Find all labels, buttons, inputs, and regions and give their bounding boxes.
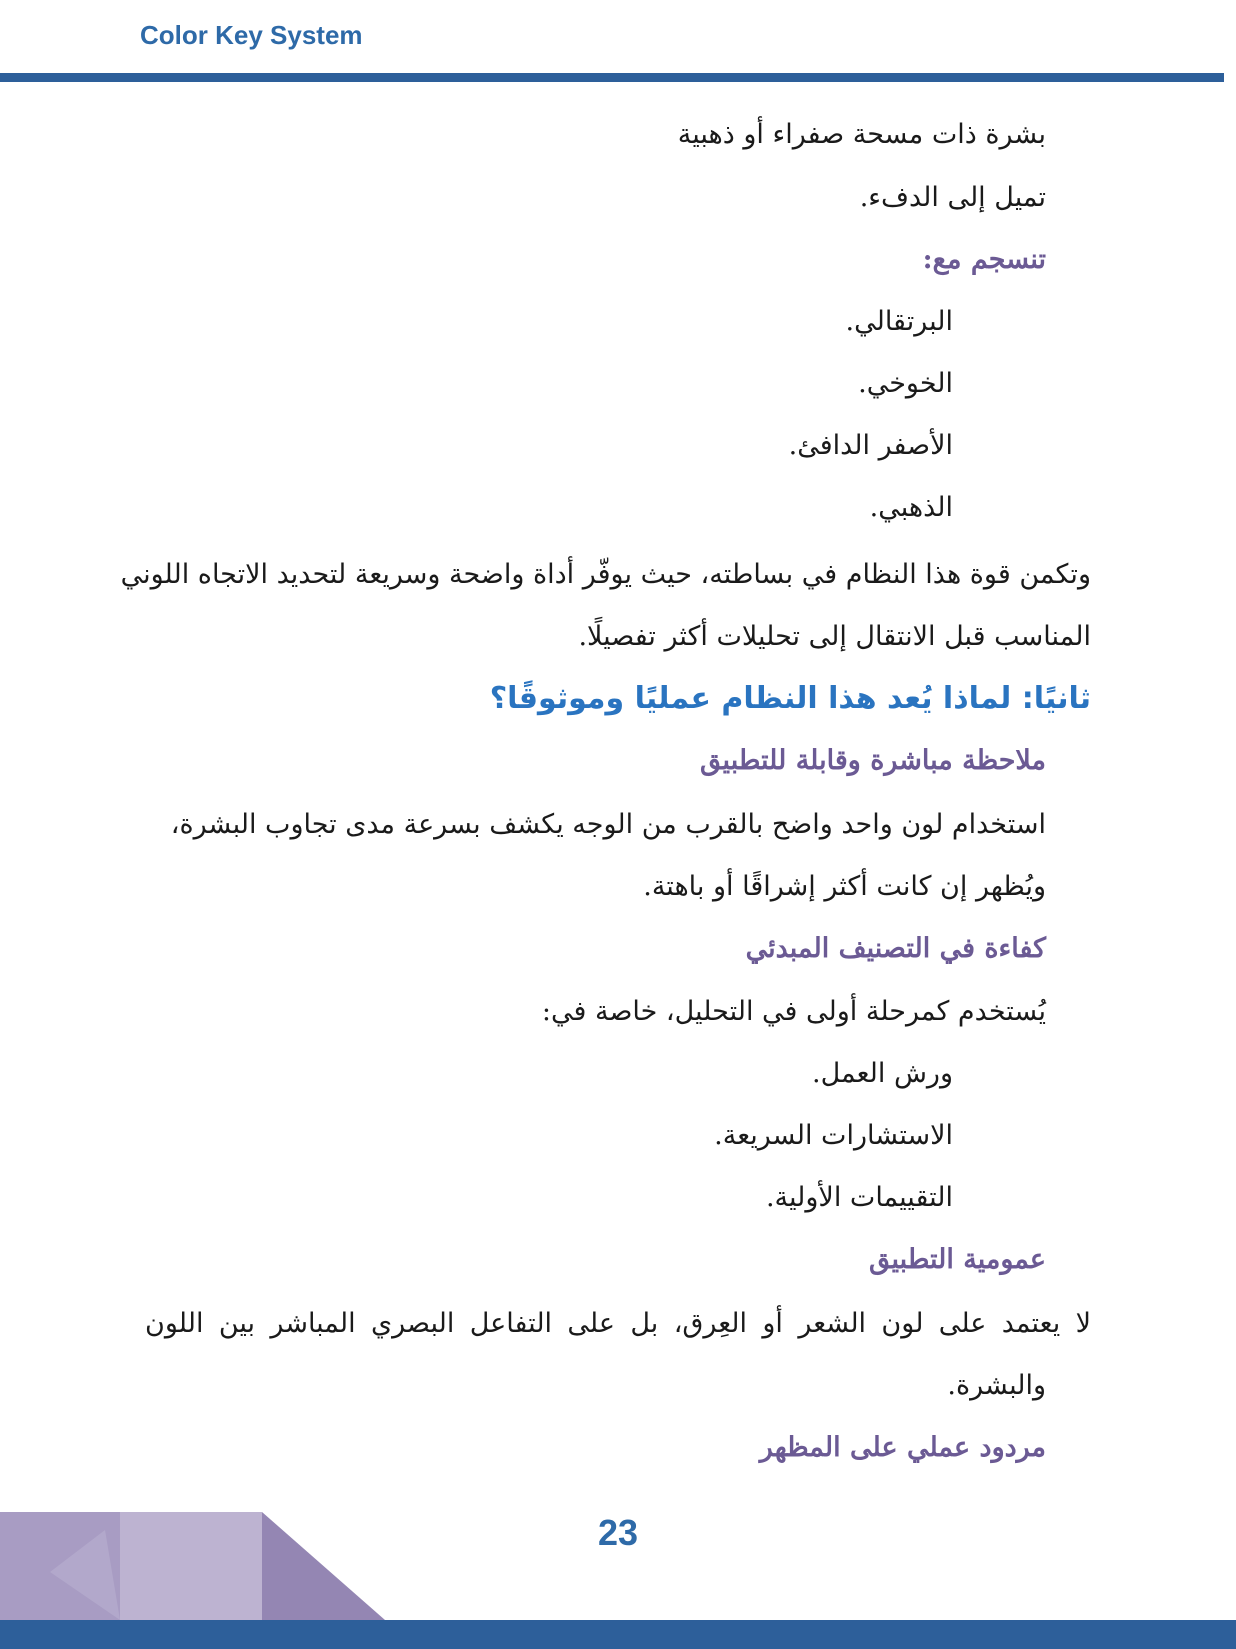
list-item: الذهبي. [869, 492, 953, 523]
paragraph-line: استخدام لون واحد واضح بالقرب من الوجه يكشف بسرعة مدى تجاوب البشرة، [170, 809, 1046, 840]
paragraph-line: لا يعتمد على لون الشعر أو العِرق، بل على التفاعل البصري المباشر بين اللون [145, 1308, 1091, 1339]
list-item: الأصفر الدافئ. [788, 430, 953, 461]
list-item: التقييمات الأولية. [765, 1182, 953, 1213]
subheading: ملاحظة مباشرة وقابلة للتطبيق [700, 745, 1046, 776]
paragraph-line: والبشرة. [947, 1370, 1046, 1401]
paragraph-line: يُستخدم كمرحلة أولى في التحليل، خاصة في: [541, 996, 1046, 1027]
page-number: 23 [597, 1512, 639, 1553]
subheading: عمومية التطبيق [869, 1244, 1046, 1275]
subheading: مردود عملي على المظهر [759, 1432, 1046, 1463]
subheading: كفاءة في التصنيف المبدئي [745, 933, 1046, 964]
list-item: الاستشارات السريعة. [714, 1120, 953, 1151]
page-header-title: Color Key System [140, 20, 363, 50]
footer-band [0, 1620, 1236, 1649]
paragraph-line: المناسب قبل الانتقال إلى تحليلات أكثر تفصيلًا. [578, 621, 1091, 652]
list-item: ورش العمل. [811, 1058, 953, 1089]
list-item: البرتقالي. [845, 306, 953, 337]
paragraph-line: بشرة ذات مسحة صفراء أو ذهبية [677, 119, 1046, 150]
paragraph-line: ويُظهر إن كانت أكثر إشراقًا أو باهتة. [643, 871, 1046, 902]
subheading: تنسجم مع: [922, 244, 1046, 275]
paragraph-line: تميل إلى الدفء. [859, 182, 1046, 213]
section-heading: ثانيًا: لماذا يُعد هذا النظام عمليًا وموثوقًا؟ [489, 681, 1091, 716]
list-item: الخوخي. [858, 368, 953, 399]
paragraph-line: وتكمن قوة هذا النظام في بساطته، حيث يوفّر أداة واضحة وسريعة لتحديد الاتجاه اللوني [120, 559, 1091, 590]
